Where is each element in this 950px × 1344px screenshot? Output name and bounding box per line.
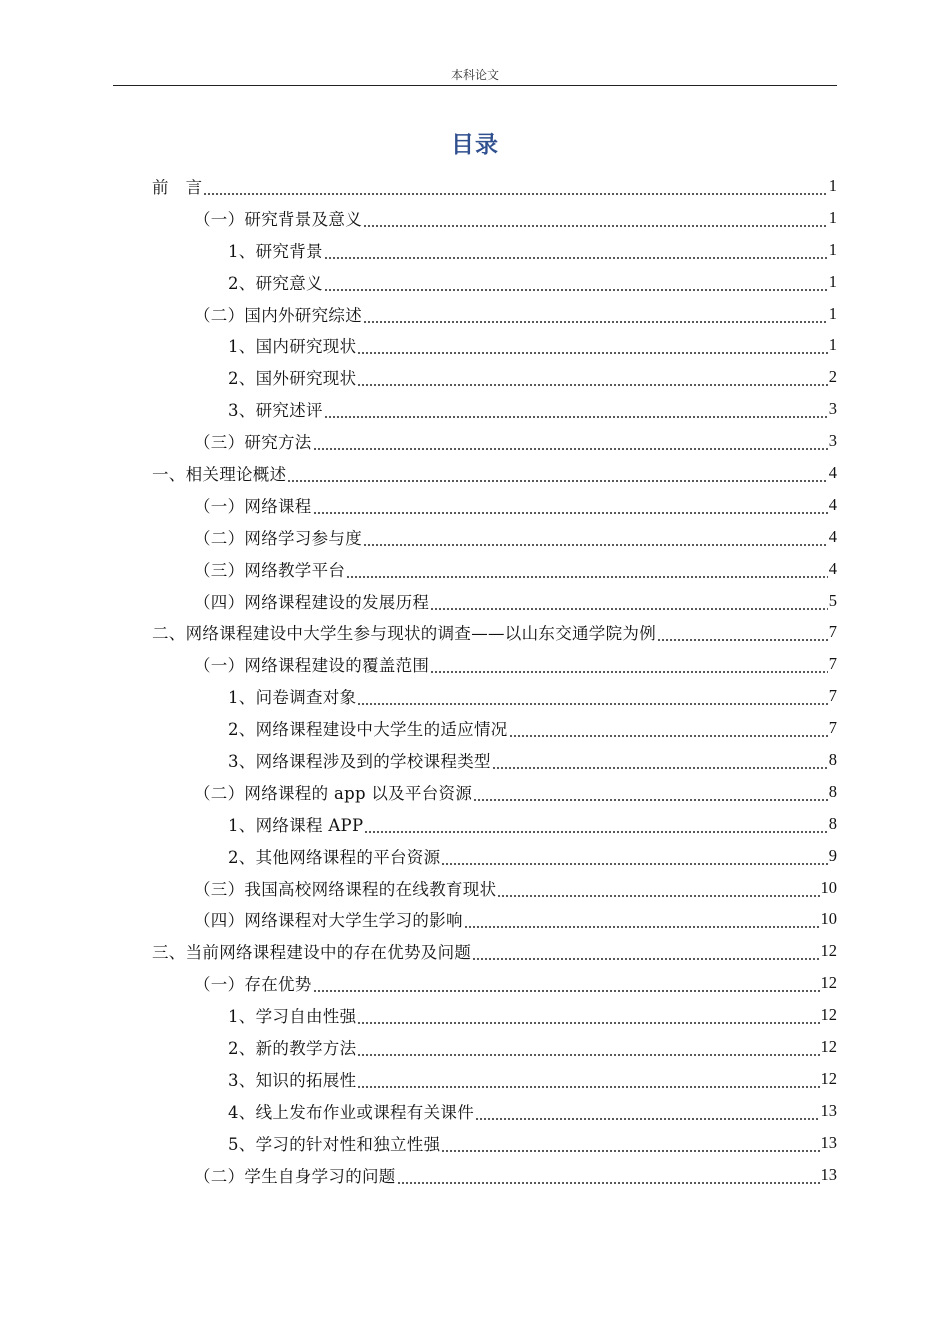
toc-entry[interactable] bbox=[228, 808, 837, 840]
toc-entry-page-number: 4 bbox=[828, 526, 837, 546]
toc-entry-page-number: 4 bbox=[828, 558, 837, 578]
toc-entry[interactable] bbox=[228, 712, 837, 744]
toc-entry-label: 2、其他网络课程的平台资源 bbox=[228, 847, 441, 867]
toc-entry[interactable] bbox=[228, 1063, 837, 1095]
toc-entry[interactable] bbox=[228, 1095, 837, 1127]
toc-entry-label: （一）存在优势 bbox=[194, 975, 312, 995]
toc-dot-leader bbox=[430, 658, 828, 674]
toc-dot-leader bbox=[313, 499, 828, 515]
toc-entry-page-number: 5 bbox=[828, 590, 837, 610]
toc-dot-leader bbox=[397, 1169, 820, 1185]
toc-entry[interactable] bbox=[194, 585, 837, 617]
toc-dot-leader bbox=[363, 531, 828, 547]
toc-dot-leader bbox=[357, 371, 827, 387]
toc-entry[interactable] bbox=[194, 521, 837, 553]
toc-entry-page-number: 13 bbox=[820, 1164, 837, 1184]
toc-entry-page-number: 4 bbox=[828, 494, 837, 514]
toc-entry-page-number: 1 bbox=[828, 303, 837, 323]
toc-entry-label: 2、网络课程建设中大学生的适应情况 bbox=[228, 720, 508, 740]
toc-dot-leader bbox=[441, 850, 827, 866]
toc-entry-page-number: 1 bbox=[828, 239, 837, 259]
toc-entry[interactable] bbox=[194, 298, 837, 330]
toc-entry-label: （二）网络课程的 app 以及平台资源 bbox=[194, 783, 473, 803]
toc-dot-leader bbox=[497, 882, 819, 898]
toc-dot-leader bbox=[363, 308, 828, 324]
toc-entry-label: 前 言 bbox=[152, 177, 203, 197]
toc-entry[interactable] bbox=[194, 489, 837, 521]
page-header: 本科论文 bbox=[450, 68, 499, 82]
header-divider bbox=[113, 85, 837, 86]
toc-dot-leader bbox=[473, 786, 828, 802]
toc-entry[interactable] bbox=[194, 553, 837, 585]
toc-entry-label: （三）我国高校网络课程的在线教育现状 bbox=[194, 879, 497, 899]
toc-entry-label: 3、研究述评 bbox=[228, 401, 323, 421]
toc-list bbox=[0, 170, 950, 1191]
toc-entry-label: 2、国外研究现状 bbox=[228, 369, 357, 389]
toc-dot-leader bbox=[363, 212, 828, 228]
toc-entry[interactable] bbox=[152, 616, 837, 648]
toc-dot-leader bbox=[287, 467, 827, 483]
toc-entry-page-number: 1 bbox=[828, 207, 837, 227]
toc-dot-leader bbox=[357, 690, 827, 706]
toc-dot-leader bbox=[492, 754, 828, 770]
toc-dot-leader bbox=[357, 1073, 819, 1089]
toc-entry-label: （三）研究方法 bbox=[194, 433, 312, 453]
toc-entry-label: （四）网络课程建设的发展历程 bbox=[194, 592, 430, 612]
toc-entry[interactable] bbox=[228, 266, 837, 298]
toc-dot-leader bbox=[324, 403, 828, 419]
toc-entry[interactable] bbox=[194, 903, 837, 935]
toc-entry[interactable] bbox=[228, 361, 837, 393]
toc-entry-page-number: 10 bbox=[820, 877, 837, 897]
toc-entry[interactable] bbox=[228, 999, 837, 1031]
toc-entry[interactable] bbox=[228, 744, 837, 776]
toc-entry-page-number: 7 bbox=[828, 654, 837, 674]
toc-entry-label: 三、当前网络课程建设中的存在优势及问题 bbox=[152, 943, 472, 963]
toc-entry-page-number: 12 bbox=[820, 941, 837, 961]
toc-dot-leader bbox=[657, 626, 828, 642]
toc-dot-leader bbox=[313, 435, 828, 451]
toc-entry[interactable] bbox=[228, 840, 837, 872]
toc-entry[interactable] bbox=[228, 329, 837, 361]
toc-entry-label: 2、研究意义 bbox=[228, 273, 323, 293]
toc-entry-page-number: 1 bbox=[828, 335, 837, 355]
toc-entry-page-number: 10 bbox=[820, 909, 837, 929]
toc-entry[interactable] bbox=[228, 234, 837, 266]
toc-entry[interactable] bbox=[194, 202, 837, 234]
toc-entry-page-number: 7 bbox=[828, 686, 837, 706]
toc-entry-page-number: 2 bbox=[828, 367, 837, 387]
toc-entry-label: 1、研究背景 bbox=[228, 241, 323, 261]
toc-entry-page-number: 8 bbox=[828, 749, 837, 769]
toc-entry-label: （二）网络学习参与度 bbox=[194, 528, 362, 548]
toc-entry-label: 4、线上发布作业或课程有关课件 bbox=[228, 1102, 474, 1122]
toc-entry-label: 一、相关理论概述 bbox=[152, 464, 287, 484]
toc-dot-leader bbox=[357, 1041, 819, 1057]
toc-entry-page-number: 7 bbox=[828, 718, 837, 738]
toc-entry-label: 3、知识的拓展性 bbox=[228, 1070, 357, 1090]
toc-dot-leader bbox=[475, 1105, 820, 1121]
toc-entry-label: 1、国内研究现状 bbox=[228, 337, 357, 357]
toc-entry-label: 1、网络课程 APP bbox=[228, 815, 364, 835]
toc-entry[interactable] bbox=[194, 648, 837, 680]
toc-entry-label: （二）国内外研究综述 bbox=[194, 305, 362, 325]
toc-entry-page-number: 1 bbox=[828, 175, 837, 195]
toc-dot-leader bbox=[324, 244, 828, 260]
toc-entry-page-number: 12 bbox=[820, 1068, 837, 1088]
toc-entry[interactable] bbox=[228, 393, 837, 425]
toc-entry[interactable] bbox=[228, 680, 837, 712]
toc-entry-label: 1、学习自由性强 bbox=[228, 1007, 357, 1027]
toc-entry-label: （二）学生自身学习的问题 bbox=[194, 1166, 396, 1186]
toc-entry-page-number: 3 bbox=[828, 431, 837, 451]
toc-entry-label: （一）网络课程 bbox=[194, 496, 312, 516]
toc-dot-leader bbox=[324, 276, 828, 292]
toc-entry-page-number: 12 bbox=[820, 973, 837, 993]
toc-entry-page-number: 8 bbox=[828, 813, 837, 833]
toc-entry[interactable] bbox=[194, 1159, 837, 1191]
toc-entry[interactable] bbox=[194, 967, 837, 999]
toc-title: 目录 bbox=[451, 132, 499, 158]
toc-dot-leader bbox=[364, 818, 827, 834]
toc-entry-label: 5、学习的针对性和独立性强 bbox=[228, 1134, 441, 1154]
toc-entry-label: （四）网络课程对大学生学习的影响 bbox=[194, 911, 463, 931]
toc-entry[interactable] bbox=[194, 425, 837, 457]
toc-entry-page-number: 9 bbox=[828, 845, 837, 865]
toc-dot-leader bbox=[357, 1009, 819, 1025]
toc-entry-label: （三）网络教学平台 bbox=[194, 560, 346, 580]
toc-entry-page-number: 12 bbox=[820, 1005, 837, 1025]
toc-entry[interactable] bbox=[152, 457, 837, 489]
toc-entry-label: 3、网络课程涉及到的学校课程类型 bbox=[228, 751, 491, 771]
toc-entry-label: 1、问卷调查对象 bbox=[228, 688, 357, 708]
toc-entry-page-number: 3 bbox=[828, 399, 837, 419]
toc-entry-label: （一）网络课程建设的覆盖范围 bbox=[194, 656, 430, 676]
toc-entry-page-number: 7 bbox=[828, 622, 837, 642]
toc-dot-leader bbox=[357, 339, 827, 355]
toc-dot-leader bbox=[203, 180, 827, 196]
toc-dot-leader bbox=[346, 563, 828, 579]
toc-entry-page-number: 8 bbox=[828, 781, 837, 801]
toc-dot-leader bbox=[430, 595, 828, 611]
toc-dot-leader bbox=[509, 722, 828, 738]
toc-dot-leader bbox=[313, 977, 820, 993]
toc-entry-page-number: 4 bbox=[828, 462, 837, 482]
toc-entry-label: 二、网络课程建设中大学生参与现状的调查——以山东交通学院为例 bbox=[152, 624, 656, 644]
toc-entry[interactable] bbox=[228, 1031, 837, 1063]
toc-entry-page-number: 13 bbox=[820, 1132, 837, 1152]
toc-entry[interactable] bbox=[194, 776, 837, 808]
toc-entry-label: （一）研究背景及意义 bbox=[194, 209, 362, 229]
toc-dot-leader bbox=[441, 1137, 819, 1153]
toc-entry[interactable] bbox=[194, 872, 837, 904]
toc-entry[interactable] bbox=[152, 935, 837, 967]
toc-dot-leader bbox=[464, 913, 820, 929]
toc-entry-page-number: 12 bbox=[820, 1036, 837, 1056]
toc-entry-label: 2、新的教学方法 bbox=[228, 1038, 357, 1058]
toc-entry[interactable] bbox=[152, 170, 837, 202]
toc-dot-leader bbox=[472, 945, 819, 961]
toc-entry[interactable] bbox=[228, 1127, 837, 1159]
toc-entry-page-number: 1 bbox=[828, 271, 837, 291]
toc-entry-page-number: 13 bbox=[820, 1100, 837, 1120]
